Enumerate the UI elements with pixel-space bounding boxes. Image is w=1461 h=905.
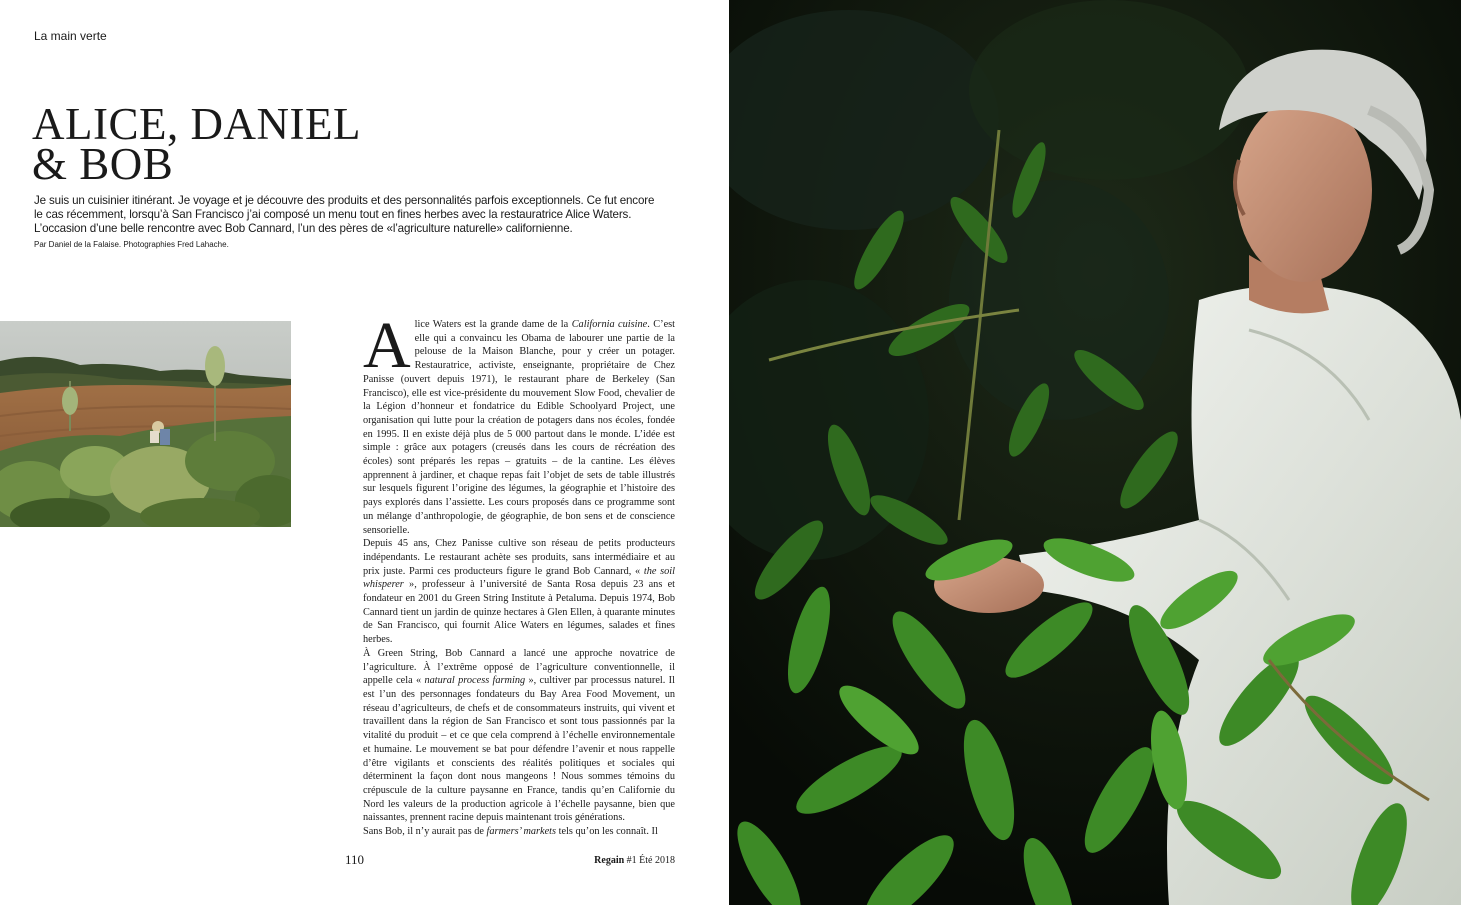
text-run: tels qu’on les connaît. Il <box>556 826 658 838</box>
title-line: & BOB <box>32 139 174 189</box>
intro-line: L’occasion d’une belle rencontre avec Bob Cannard, l’un des pères de «l’agriculture naturelle» californienne. <box>34 222 573 235</box>
article-paragraph <box>363 318 675 537</box>
text-run: . C’est elle qui a convaincu les Obama de labourer une partie de la pelouse de la Maison Blanche, pour y créer un potager. Restauratrice, activiste, enseignante, propriétaire de Chez Panisse (ouvert depuis 1971), le restaurant phare de Berkeley (San Francisco), elle est vice-présidente du mouvement Slow Food, chevalier de la Légion d’honneur et fondatrice du Edible Schoolyard Project, une organisation qui lutte pour la création de potagers dans nos écoles, fondée en 1995. Il en existe déjà plus de 5 000 partout dans le monde. L’idée est simple : grâce aux potagers (creusés dans les cours de récréation des écoles) sont préparés les repas – gratuits – de la cantine. Les élèves apprennent à jardiner, et chaque repas fait l’objet de sets de table illustrés sur lesquels figurent l’origine des légumes, la géographie et l’histoire des pays explorés dans l’assiette. Les cours proposés dans ce programme sont un mélange d’anthropologie, de géographie, de bon sens et de conscience sensorielle. <box>363 319 675 536</box>
folio <box>594 855 675 866</box>
paragraph-runs <box>363 538 675 645</box>
article-title <box>32 99 361 189</box>
right-page <box>729 0 1461 905</box>
article-body <box>363 318 675 842</box>
intro-paragraph <box>34 194 674 236</box>
italic-run: the soil whisperer <box>363 565 675 591</box>
text-run: lice Waters est la grande dame de la <box>414 319 572 330</box>
intro-line: Je suis un cuisinier itinérant. Je voyage et je découvre des produits et des personnalités parfois exceptionnels. Ce fut encore <box>34 194 655 207</box>
bob-cannard-portrait <box>729 0 1461 905</box>
italic-run: natural process farming <box>424 675 526 687</box>
issue-season: Été 2018 <box>639 855 675 866</box>
title-line: ALICE, DANIEL <box>32 99 361 149</box>
magazine-name: Regain <box>594 855 625 866</box>
text-run: Depuis 45 ans, Chez Panisse cultive son réseau de petits producteurs indépendants. Le restaurant achète ses produits, sans intermédiaire et au prix juste. Parmi ces producteurs figure le grand Bob Cannard, « <box>363 538 675 577</box>
article-paragraph <box>363 537 675 647</box>
italic-run: California cuisine <box>571 319 648 330</box>
issue-number: #1 <box>626 855 637 866</box>
byline: Par Daniel de la Falaise. Photographies Fred Lahache. <box>34 240 229 249</box>
page-number: 110 <box>345 852 365 867</box>
left-page <box>0 0 729 905</box>
text-run: », professeur à l’université de Santa Rosa depuis 23 ans et fondateur en 2001 du Green String Institute à Petaluma. Depuis 1974, Bob Cannard tient un jardin de quinze hectares à Glen Ellen, à quarante minutes de San Francisco, qui fournit Alice Waters en légumes, salades et fines herbes. <box>363 579 675 646</box>
text-run: », cultiver par processus naturel. Il est l’un des personnages fondateurs du Bay Area Food Movement, un réseau d’agriculteurs, de chefs et de consommateurs instruits, qui vivent et travaillent dans la région de San Francisco et sont tous passionnés par la vitalité du produit – et ce que cela comprend à l’échelle environnementale et humaine. Le mouvement se bat pour défendre l’avenir et nous rappelle d’être vigilants et conscients des réalités politiques et sociales qui déterminent la façon dont nous mangeons ! Nous sommes témoins du crépuscule de la culture paysanne en France, tandis qu’en Californie du Nord les valeurs de la production agricole à l’échelle paysanne, bien que naissantes, prennent racine depuis maintenant trois générations. <box>363 675 675 824</box>
text-run: Sans Bob, il n’y aurait pas de <box>363 826 487 838</box>
paragraph-runs <box>363 826 658 837</box>
garden-field-photo <box>0 321 291 527</box>
article-paragraph <box>363 647 675 825</box>
drop-cap: A <box>363 318 411 382</box>
italic-run: farmers’ markets <box>486 826 557 838</box>
paragraph-runs <box>363 648 675 823</box>
text-run: À Green String, Bob Cannard a lancé une approche novatrice de l’agriculture. À l’extrême opposé de l’agriculture conventionnelle, il appelle cela « <box>363 647 675 687</box>
article-paragraph <box>363 825 675 839</box>
section-label: La main verte <box>34 29 107 43</box>
intro-line: le cas récemment, lorsqu’à San Francisco j’ai composé un menu tout en fines herbes avec la restauratrice Alice Waters. <box>34 208 632 221</box>
